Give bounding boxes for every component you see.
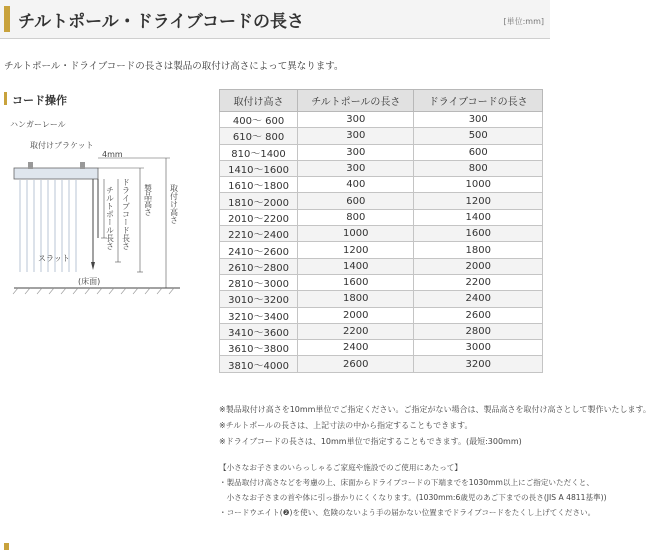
next-section-accent [4,543,9,550]
intro-text: チルトポール・ドライブコードの長さは製品の取付け高さによって異なります。 [4,61,344,72]
cell-mount-height: 3610～3800 [220,340,298,356]
label-mount-height: 取付け高さ [169,184,179,224]
cell-tilt-pole-length: 600 [298,193,414,209]
table-row [220,177,543,193]
cell-mount-height: 2810～3000 [220,274,298,290]
cell-tilt-pole-length: 800 [298,209,414,225]
notes-block [219,402,651,450]
cell-tilt-pole-length: 1600 [298,274,414,290]
cell-mount-height: 3810～4000 [220,356,298,372]
cell-drive-cord-length: 3000 [414,340,543,356]
cell-drive-cord-length: 1400 [414,209,543,225]
blind-diagram [0,110,200,300]
cell-tilt-pole-length: 1000 [298,226,414,242]
section-accent-bar [4,92,7,105]
title-accent-bar [4,6,10,32]
child-safety-line: 小さなお子さまの首や体に引っ掛かりにくくなります。(1030mm:6歳児のあご下までの長さ(JIS A 4811基準)) [219,493,607,502]
cell-drive-cord-length: 1000 [414,177,543,193]
bracket-left-shape [28,162,33,169]
unit-label: [単位:mm] [503,17,544,26]
cell-drive-cord-length: 2200 [414,274,543,290]
label-floor: (床面) [78,277,101,286]
cell-tilt-pole-length: 300 [298,112,414,128]
cell-mount-height: 3410～3600 [220,323,298,339]
cell-tilt-pole-length: 1800 [298,291,414,307]
cell-mount-height: 1410～1600 [220,160,298,176]
note-line: ※チルトポールの長さは、上記寸法の中から指定することもできます。 [219,421,473,430]
cell-mount-height: 400～ 600 [220,112,298,128]
table-row [220,193,543,209]
cell-drive-cord-length: 1600 [414,226,543,242]
child-safety-block [219,460,607,520]
cell-mount-height: 3010～3200 [220,291,298,307]
cell-drive-cord-length: 2600 [414,307,543,323]
cell-drive-cord-length: 500 [414,128,543,144]
cell-mount-height: 2410～2600 [220,242,298,258]
cell-drive-cord-length: 1800 [414,242,543,258]
floor-hatch [13,288,174,294]
cord-weight-shape [91,262,95,270]
cell-drive-cord-length: 1200 [414,193,543,209]
cell-mount-height: 2210～2400 [220,226,298,242]
label-gap: 4mm [102,150,123,159]
header-tilt-pole-length: チルトポールの長さ [298,90,414,112]
cell-drive-cord-length: 300 [414,112,543,128]
cell-tilt-pole-length: 2000 [298,307,414,323]
label-hanger-rail: ハンガーレール [10,120,66,129]
label-product-height: 製品高さ [143,184,153,216]
table-row [220,226,543,242]
cell-drive-cord-length: 2400 [414,291,543,307]
cell-drive-cord-length: 600 [414,144,543,160]
child-safety-title: 【小さなお子さまのいらっしゃるご家庭や施設でのご使用にあたって】 [219,463,462,472]
label-drive-cord-length: ドライブコード長さ [121,178,131,250]
cell-mount-height: 2010～2200 [220,209,298,225]
table-row [220,307,543,323]
page-title: チルトポール・ドライブコードの長さ [18,12,304,32]
table-row [220,128,543,144]
table-row [220,274,543,290]
cell-tilt-pole-length: 300 [298,160,414,176]
cell-drive-cord-length: 2000 [414,258,543,274]
header-drive-cord-length: ドライブコードの長さ [414,90,543,112]
cell-drive-cord-length: 2800 [414,323,543,339]
cell-tilt-pole-length: 1400 [298,258,414,274]
note-line: ※製品取付け高さを10mm単位でご指定ください。ご指定がない場合は、製品高さを取付け高さとして製作いたします。 [219,405,651,414]
note-line: ※ドライブコードの長さは、10mm単位で指定することもできます。(最短:300mm) [219,437,522,446]
cell-tilt-pole-length: 300 [298,128,414,144]
cell-drive-cord-length: 3200 [414,356,543,372]
bracket-right-shape [80,162,85,169]
table-row [220,144,543,160]
label-tilt-pole-length: チルトポール長さ [105,186,115,250]
header-mount-height: 取付け高さ [220,90,298,112]
cell-tilt-pole-length: 2600 [298,356,414,372]
label-slat: スラット [38,254,70,263]
cell-tilt-pole-length: 2400 [298,340,414,356]
table-header-row [220,90,543,112]
table-row [220,258,543,274]
cell-tilt-pole-length: 400 [298,177,414,193]
cell-mount-height: 810～1400 [220,144,298,160]
label-bracket: 取付けブラケット [30,141,94,150]
hanger-rail-shape [14,168,98,179]
cell-mount-height: 3210～3400 [220,307,298,323]
table-row [220,242,543,258]
section-title: コード操作 [12,94,67,107]
table-row [220,160,543,176]
cell-mount-height: 610～ 800 [220,128,298,144]
table-row [220,112,543,128]
table-row [220,209,543,225]
cell-mount-height: 2610～2800 [220,258,298,274]
table-row [220,323,543,339]
table-row [220,356,543,372]
cell-mount-height: 1810～2000 [220,193,298,209]
table-row [220,291,543,307]
cell-tilt-pole-length: 1200 [298,242,414,258]
table-row [220,340,543,356]
cell-tilt-pole-length: 2200 [298,323,414,339]
cell-drive-cord-length: 800 [414,160,543,176]
child-safety-line: ・製品取付け高さなどを考慮の上、床面からドライブコードの下端までを1030mm以上にご指定いただくと、 [219,478,594,487]
length-table [219,89,543,373]
cell-tilt-pole-length: 300 [298,144,414,160]
child-safety-line: ・コードウエイト(❷)を使い、危険のないよう手の届かない位置までドライブコードをたくし上げてください。 [219,508,596,517]
cell-mount-height: 1610～1800 [220,177,298,193]
title-bar [0,0,550,39]
